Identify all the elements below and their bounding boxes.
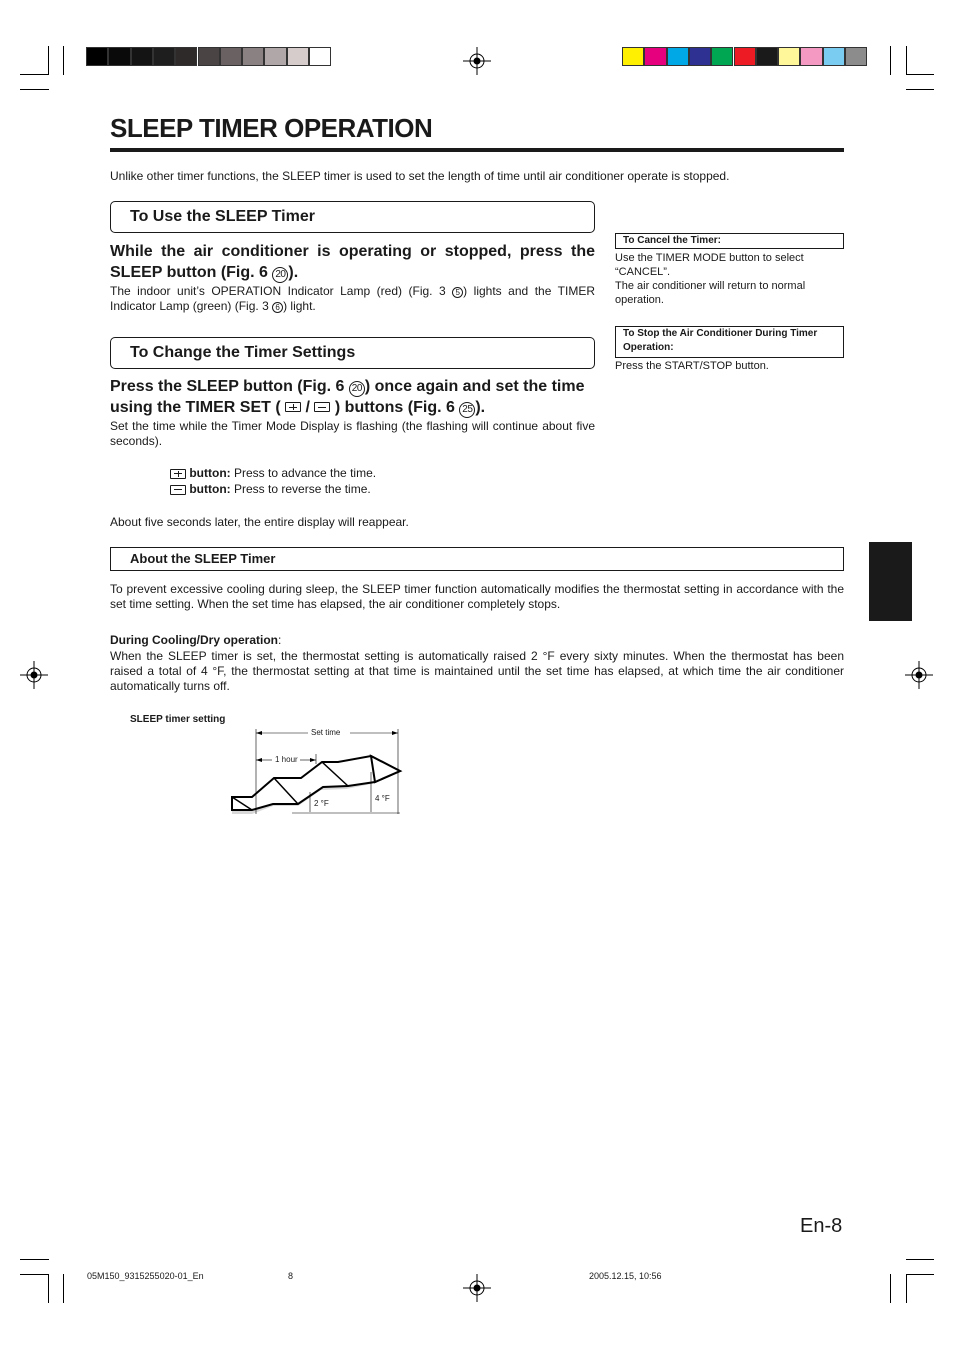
minus-button-icon: [314, 402, 330, 412]
calibration-swatch: [845, 47, 867, 66]
crop-mark: [48, 46, 49, 75]
calibration-swatch: [756, 47, 778, 66]
crop-mark: [20, 89, 49, 90]
crop-mark: [48, 1274, 49, 1303]
crop-mark: [906, 1274, 934, 1275]
calibration-swatch: [242, 47, 264, 66]
cooling-dry-heading: During Cooling/Dry operation:: [110, 633, 282, 647]
crop-mark: [906, 89, 934, 90]
calibration-swatch: [689, 47, 711, 66]
calibration-swatch: [778, 47, 800, 66]
calibration-swatch: [86, 47, 108, 66]
intro-paragraph: Unlike other timer functions, the SLEEP timer is used to set the length of time until air conditioner operate is stopped.: [110, 169, 730, 183]
page-number: En-8: [800, 1215, 843, 1237]
figure-reference: 25: [459, 402, 475, 418]
crop-mark: [63, 46, 64, 75]
crop-mark: [890, 1274, 891, 1303]
chapter-tab: [869, 542, 912, 621]
cancel-timer-text: Use the TIMER MODE button to select “CANCEL”. The air conditioner will return to normal operation.: [615, 252, 806, 306]
four-degree-label: 4 °F: [375, 794, 390, 803]
calibration-swatch: [644, 47, 666, 66]
figure-reference: 5: [452, 287, 463, 298]
minus-button-icon: [170, 485, 186, 495]
plus-button-icon: [170, 469, 186, 479]
set-time-label: Set time: [311, 728, 341, 737]
one-hour-label: 1 hour: [275, 755, 298, 764]
about-section-paragraph: To prevent excessive cooling during sleep, the SLEEP timer function automatically modifies the thermostat setting in accordance with the set time setting. When the set time has elapsed, the air conditioner completely stops.: [110, 582, 844, 611]
cooling-dry-paragraph: When the SLEEP timer is set, the thermostat setting is automatically raised 2 °F every sixty minutes. When the thermostat has been raised a total of 4 °F, the thermostat setting at that time is maintained until the set time has elapsed, at which time the air conditioner automatically turns off.: [110, 649, 844, 693]
figure-reference: 20: [349, 381, 365, 397]
crop-mark: [906, 1259, 934, 1260]
calibration-swatch: [198, 47, 220, 66]
crop-mark: [20, 1259, 49, 1260]
change-section-heading: To Change the Timer Settings: [110, 337, 595, 369]
about-section-heading: About the SLEEP Timer: [110, 547, 844, 571]
registration-mark-icon: [463, 1274, 491, 1302]
calibration-swatch: [131, 47, 153, 66]
plus-button-icon: [285, 402, 301, 412]
stop-during-timer-heading: To Stop the Air Conditioner During Timer Operation:: [615, 326, 844, 358]
calibration-swatch: [309, 47, 331, 66]
calibration-swatch: [153, 47, 175, 66]
crop-mark: [20, 1274, 49, 1275]
calibration-swatch: [264, 47, 286, 66]
crop-mark: [906, 46, 907, 75]
display-reappear-note: About five seconds later, the entire display will reappear.: [110, 515, 409, 529]
title-underline: [110, 148, 844, 152]
registration-mark-icon: [905, 661, 933, 689]
cancel-timer-heading: To Cancel the Timer:: [615, 233, 844, 249]
use-section-description: The indoor unit’s OPERATION Indicator Lamp (red) (Fig. 3 5 ) lights and the TIMER Indicator Lamp (green) (Fig. 3 6 ) light.: [110, 284, 595, 313]
footer-doc-code: 05M150_9315255020-01_En: [87, 1271, 204, 1281]
calibration-swatch: [667, 47, 689, 66]
calibration-swatch: [622, 47, 644, 66]
diagram-caption: SLEEP timer setting: [130, 714, 226, 725]
calibration-swatch: [823, 47, 845, 66]
calibration-swatch: [734, 47, 756, 66]
footer-page: 8: [288, 1271, 294, 1281]
calibration-swatch: [287, 47, 309, 66]
minus-button-explanation: button: Press to reverse the time.: [170, 482, 590, 497]
crop-mark: [906, 1274, 907, 1303]
page-title: SLEEP TIMER OPERATION: [110, 113, 433, 143]
calibration-swatch: [711, 47, 733, 66]
plus-button-explanation: button: Press to advance the time.: [170, 466, 590, 481]
change-section-instruction: Press the SLEEP button (Fig. 6 20 ) once again and set the time using the TIMER SET ( / ) buttons (Fig. 6 25 ).: [110, 378, 585, 416]
calibration-swatch: [800, 47, 822, 66]
footer-date: 2005.12.15, 10:56: [589, 1271, 662, 1281]
calibration-swatch: [108, 47, 130, 66]
registration-mark-icon: [463, 47, 491, 75]
two-degree-label: 2 °F: [314, 799, 329, 808]
use-section-instruction: While the air conditioner is operating or stopped, press the SLEEP button (Fig. 6 20 ).: [110, 243, 595, 281]
calibration-swatch: [175, 47, 197, 66]
change-section-description: Set the time while the Timer Mode Display is flashing (the flashing will continue about five seconds).: [110, 419, 595, 448]
crop-mark: [906, 74, 934, 75]
crop-mark: [63, 1274, 64, 1303]
figure-reference: 6: [272, 302, 283, 313]
figure-reference: 20: [272, 267, 288, 283]
crop-mark: [890, 46, 891, 75]
calibration-swatch: [220, 47, 242, 66]
stop-during-timer-text: Press the START/STOP button.: [615, 360, 769, 372]
crop-mark: [20, 74, 49, 75]
use-section-heading: To Use the SLEEP Timer: [110, 201, 595, 233]
registration-mark-icon: [20, 661, 48, 689]
